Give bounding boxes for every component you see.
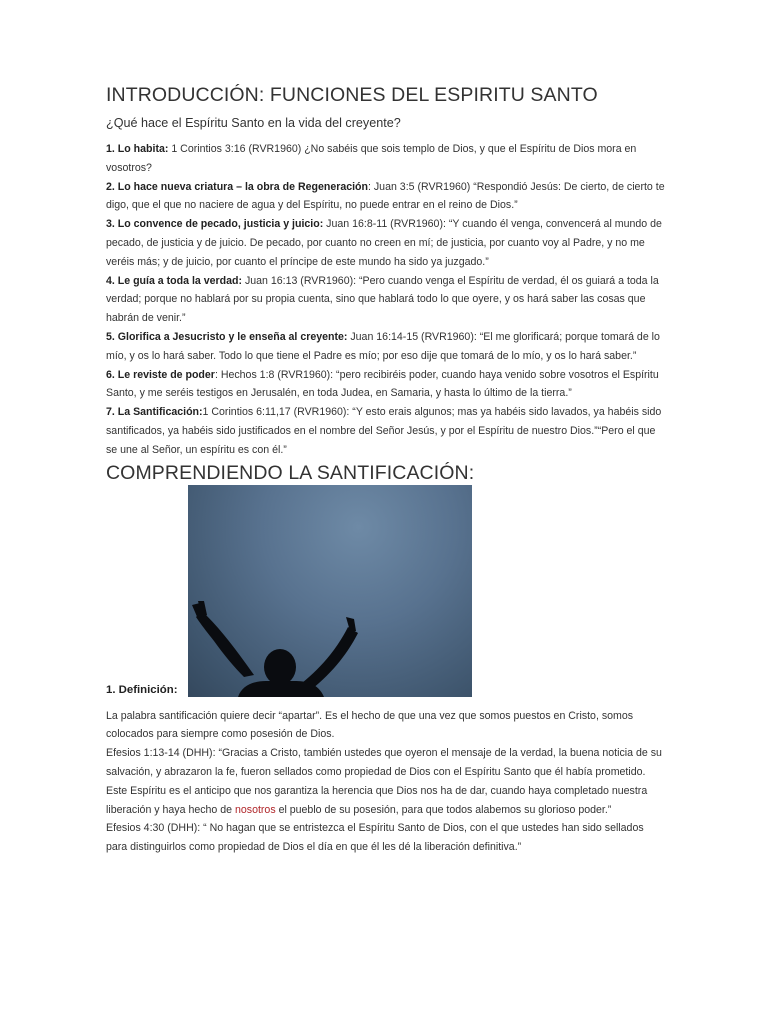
functions-list xyxy=(106,140,666,460)
subtitle: ¿Qué hace el Espíritu Santo en la vida del creyente? xyxy=(106,116,401,130)
definition-paragraph: La palabra santificación quiere decir “apartar”. Es el hecho de que una vez que somos puestos en Cristo, somos colocados para siempre como posesión de Dios. xyxy=(106,709,634,741)
list-item xyxy=(106,215,666,271)
ephesians-1-text: Efesios 1:13-14 (DHH): “Gracias a Cristo, también ustedes que oyeron el mensaje de la verdad, la buena noticia de su salvación, y abrazaron la fe, fueron sellados como propiedad de Dios con el Espíritu Santo que él había prometido. Este Espíritu es el anticipo que nos garantiza la herencia que Dios nos ha de dar, cuando haya completado nuestra liberación y haya hecho de xyxy=(106,747,662,816)
person-raising-arms-photo xyxy=(188,485,472,697)
ephesians-1-paragraph xyxy=(106,744,666,819)
item-label: 7. La Santificación: xyxy=(106,406,203,419)
item-text: Juan 16:14-15 (RVR1960): “El me glorificará; porque tomará de lo mío, y os lo hará saber. Todo lo que tiene el Padre es mío; por eso dije que tomará de lo mío, y os lo hará saber.” xyxy=(106,330,660,362)
list-item xyxy=(106,328,666,366)
list-item xyxy=(106,403,666,459)
list-item xyxy=(106,140,666,178)
item-text: : Juan 3:5 (RVR1960) “Respondió Jesús: De cierto, de cierto te digo, que el que no naciere de agua y del Espíritu, no puede entrar en el reino de Dios.” xyxy=(106,180,665,212)
page-title: INTRODUCCIÓN: FUNCIONES DEL ESPIRITU SANTO xyxy=(106,84,598,106)
item-text: 1 Corintios 6:11,17 (RVR1960): “Y esto erais algunos; mas ya habéis sido lavados, ya habéis sido santificados, ya habéis sido justificados en el nombre del Señor Jesús, y por el Espíritu de nuestro Dios.”“Pero el que se une al Señor, un espíritu es con él.” xyxy=(106,406,662,456)
ephesians-4-paragraph: Efesios 4:30 (DHH): “ No hagan que se entristezca el Espíritu Santo de Dios, con el que ustedes han sido sellados para distinguirlos como propiedad de Dios el día en que él les dé la liberación definitiva.” xyxy=(106,822,644,854)
document-page xyxy=(106,84,666,857)
item-text: : Hechos 1:8 (RVR1960): “pero recibiréis poder, cuando haya venido sobre vosotros el Espíritu Santo, y me seréis testigos en Jerusalén, en toda Judea, en Samaria, y hasta lo último de la tierra.” xyxy=(106,368,659,400)
list-item xyxy=(106,178,666,216)
item-label: 3. Lo convence de pecado, justicia y juicio: xyxy=(106,218,324,231)
definition-heading: 1. Definición: xyxy=(106,683,178,696)
item-text: Juan 16:8-11 (RVR1960): “Y cuando él venga, convencerá al mundo de pecado, de justicia y de juicio. De pecado, por cuanto no creen en mí; de justicia, por cuanto voy al Padre, y no me veréis más; y de juicio, por cuanto el príncipe de este mundo ha sido ya juzgado.” xyxy=(106,218,662,268)
silhouette-graphic xyxy=(188,485,472,697)
list-item xyxy=(106,366,666,404)
item-label: 4. Le guía a toda la verdad: xyxy=(106,274,242,287)
item-label: 5. Glorifica a Jesucristo y le enseña al creyente: xyxy=(106,330,348,343)
item-label: 6. Le reviste de poder xyxy=(106,368,215,381)
figure-area xyxy=(106,485,666,707)
item-text: 1 Corintios 3:16 (RVR1960) ¿No sabéis que sois templo de Dios, y que el Espíritu de Dios mora en vosotros? xyxy=(106,143,637,174)
section-title: COMPRENDIENDO LA SANTIFICACIÓN: xyxy=(106,461,475,484)
item-text: Juan 16:13 (RVR1960): “Pero cuando venga el Espíritu de verdad, él os guiará a toda la verdad; porque no hablará por su propia cuenta, sino que hablará todo lo que oyere, y os hará saber las cosas que habrán de venir.” xyxy=(106,274,659,325)
item-label: 1. Lo habita: xyxy=(106,143,169,155)
nosotros-link[interactable]: nosotros xyxy=(234,803,276,816)
list-item xyxy=(106,272,666,328)
ephesians-1-text-end: el pueblo de su posesión, para que todos alabemos su glorioso poder.” xyxy=(275,803,612,816)
item-label: 2. Lo hace nueva criatura – la obra de Regeneración xyxy=(106,180,368,193)
